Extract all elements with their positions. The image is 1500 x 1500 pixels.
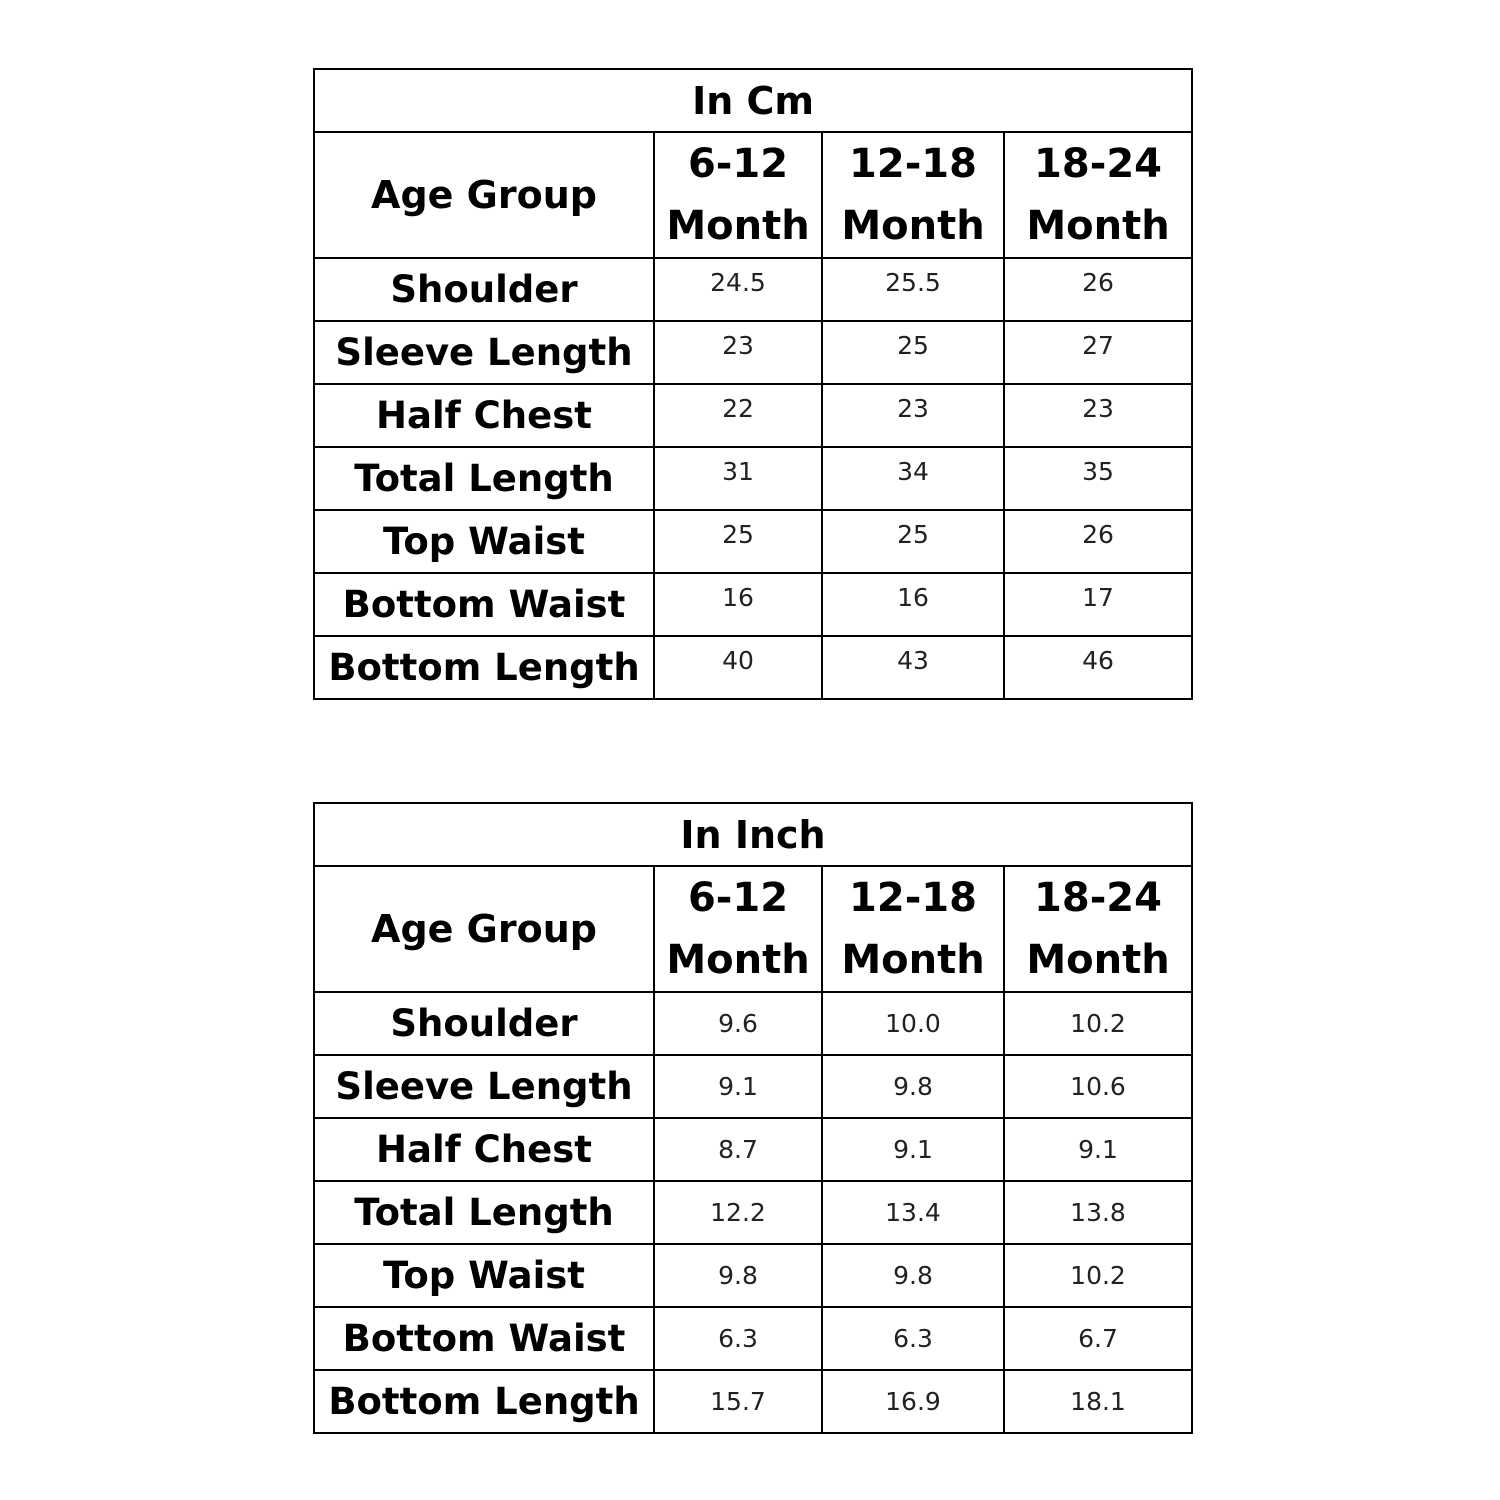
age-range: 12-18 (849, 875, 977, 921)
measurement-value: 34 (822, 447, 1004, 510)
table-row (314, 510, 1192, 573)
age-range: 18-24 (1034, 875, 1162, 921)
age-unit: Month (841, 937, 985, 983)
measurement-label: Top Waist (314, 510, 654, 573)
table-row (314, 1244, 1192, 1307)
measurement-value: 31 (654, 447, 822, 510)
unit-title: In Inch (314, 803, 1192, 866)
measurement-value: 23 (822, 384, 1004, 447)
measurement-label: Shoulder (314, 258, 654, 321)
measurement-value: 9.8 (822, 1055, 1004, 1118)
measurement-value: 12.2 (654, 1181, 822, 1244)
table-row (314, 1118, 1192, 1181)
measurement-value: 16 (654, 573, 822, 636)
measurement-value: 6.3 (822, 1307, 1004, 1370)
measurement-label: Bottom Waist (314, 1307, 654, 1370)
measurement-value: 23 (654, 321, 822, 384)
measurement-value: 10.2 (1004, 992, 1192, 1055)
measurement-label: Bottom Waist (314, 573, 654, 636)
measurement-label: Half Chest (314, 384, 654, 447)
measurement-value: 25 (822, 510, 1004, 573)
measurement-value: 9.1 (822, 1118, 1004, 1181)
age-column-header (1004, 866, 1192, 992)
measurement-value: 16 (822, 573, 1004, 636)
measurement-label: Total Length (314, 1181, 654, 1244)
measurement-value: 40 (654, 636, 822, 699)
table-row (314, 1370, 1192, 1433)
header-row (314, 132, 1192, 258)
measurement-value: 27 (1004, 321, 1192, 384)
measurement-value: 35 (1004, 447, 1192, 510)
age-unit: Month (666, 203, 810, 249)
age-unit: Month (1026, 937, 1170, 983)
age-group-label: Age Group (314, 866, 654, 992)
measurement-label: Sleeve Length (314, 321, 654, 384)
table-row (314, 321, 1192, 384)
measurement-value: 25 (822, 321, 1004, 384)
measurement-label: Shoulder (314, 992, 654, 1055)
measurement-label: Bottom Length (314, 1370, 654, 1433)
unit-title-row (314, 69, 1192, 132)
table-row (314, 992, 1192, 1055)
table-row (314, 636, 1192, 699)
measurement-value: 25 (654, 510, 822, 573)
measurement-value: 10.0 (822, 992, 1004, 1055)
measurement-value: 10.2 (1004, 1244, 1192, 1307)
measurement-value: 8.7 (654, 1118, 822, 1181)
age-unit: Month (841, 203, 985, 249)
measurement-value: 9.6 (654, 992, 822, 1055)
unit-title: In Cm (314, 69, 1192, 132)
age-group-label: Age Group (314, 132, 654, 258)
age-range: 18-24 (1034, 141, 1162, 187)
age-unit: Month (1026, 203, 1170, 249)
measurement-label: Total Length (314, 447, 654, 510)
measurement-value: 43 (822, 636, 1004, 699)
age-unit: Month (666, 937, 810, 983)
measurement-label: Top Waist (314, 1244, 654, 1307)
measurement-value: 6.3 (654, 1307, 822, 1370)
size-table-inch (313, 802, 1193, 1434)
size-table-cm (313, 68, 1193, 700)
measurement-value: 13.8 (1004, 1181, 1192, 1244)
measurement-value: 9.1 (1004, 1118, 1192, 1181)
measurement-value: 13.4 (822, 1181, 1004, 1244)
age-column-header (654, 866, 822, 992)
measurement-value: 24.5 (654, 258, 822, 321)
measurement-label: Bottom Length (314, 636, 654, 699)
measurement-value: 9.8 (822, 1244, 1004, 1307)
measurement-value: 15.7 (654, 1370, 822, 1433)
age-column-header (654, 132, 822, 258)
measurement-label: Sleeve Length (314, 1055, 654, 1118)
unit-title-row (314, 803, 1192, 866)
table-row (314, 258, 1192, 321)
measurement-value: 16.9 (822, 1370, 1004, 1433)
age-column-header (822, 132, 1004, 258)
table-row (314, 573, 1192, 636)
age-range: 6-12 (687, 141, 789, 187)
measurement-value: 26 (1004, 510, 1192, 573)
measurement-value: 23 (1004, 384, 1192, 447)
measurement-value: 17 (1004, 573, 1192, 636)
table-row (314, 1307, 1192, 1370)
table-row (314, 1055, 1192, 1118)
table-row (314, 447, 1192, 510)
measurement-value: 26 (1004, 258, 1192, 321)
age-column-header (822, 866, 1004, 992)
measurement-value: 22 (654, 384, 822, 447)
measurement-value: 18.1 (1004, 1370, 1192, 1433)
header-row (314, 866, 1192, 992)
measurement-value: 10.6 (1004, 1055, 1192, 1118)
age-range: 12-18 (849, 141, 977, 187)
measurement-label: Half Chest (314, 1118, 654, 1181)
age-range: 6-12 (687, 875, 789, 921)
table-row (314, 384, 1192, 447)
measurement-value: 25.5 (822, 258, 1004, 321)
measurement-value: 9.1 (654, 1055, 822, 1118)
age-column-header (1004, 132, 1192, 258)
measurement-value: 6.7 (1004, 1307, 1192, 1370)
table-row (314, 1181, 1192, 1244)
measurement-value: 9.8 (654, 1244, 822, 1307)
measurement-value: 46 (1004, 636, 1192, 699)
